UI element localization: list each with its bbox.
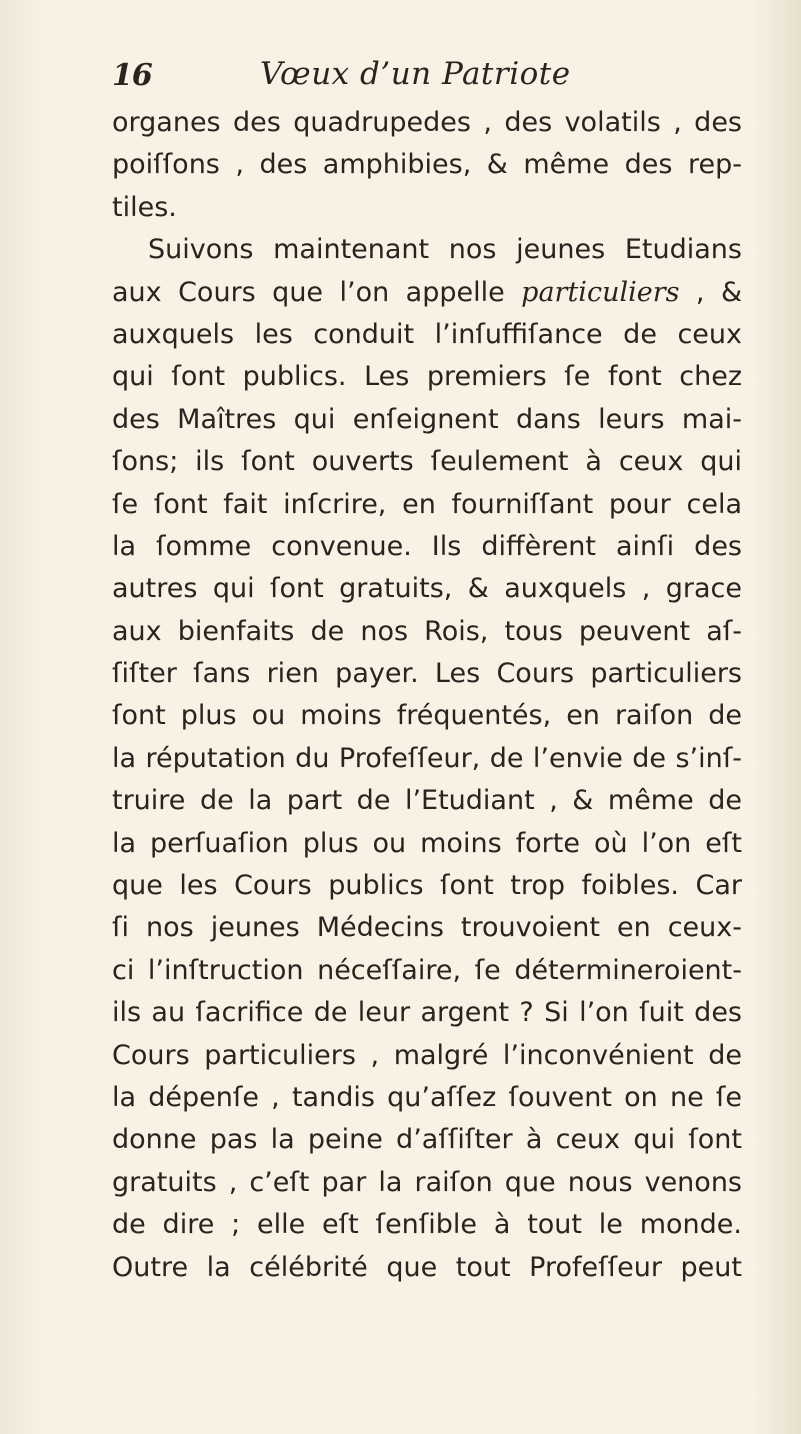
text-line: Outre la célébrité que tout Profeſſeur peut [112, 1251, 742, 1283]
text-line: la dépenſe , tandis qu’aſſez ſouvent on ne ſe [112, 1081, 742, 1113]
page-header [112, 54, 712, 94]
text-line: organes des quadrupedes , des volatils , des [112, 107, 742, 138]
text-line: qui ſont publics. Les premiers ſe font chez [112, 361, 742, 393]
body-text [112, 102, 742, 1289]
text-line: auxquels les conduit l’inſuffiſance de ceux [112, 318, 742, 350]
text-line: poiſſons , des amphibies, & même des rep- [112, 149, 742, 181]
text-line: ſont plus ou moins fréquentés, en raiſon de [112, 700, 742, 732]
text-line: que les Cours publics ſont trop foibles. Car [112, 870, 742, 902]
text-line: la perſuaſion plus ou moins forte où l’on eſt [112, 827, 742, 859]
text-fragment: , & [679, 276, 743, 308]
paragraph-start-line: Suivons maintenant nos jeunes Etudians [148, 234, 742, 266]
text-line: des Maîtres qui enſeignent dans leurs mai- [112, 403, 742, 435]
text-line: ſi nos jeunes Médecins trouvoient en ceux- [112, 912, 742, 944]
text-line: gratuits , c’eſt par la raiſon que nous venons [112, 1166, 742, 1198]
running-head: Vœux d’un Patriote [260, 56, 571, 92]
text-line: Cours particuliers , malgré l’inconvénient de [112, 1039, 742, 1071]
text-fragment: aux Cours que l’on appelle [112, 276, 522, 308]
text-line [112, 272, 742, 314]
text-line: de dire ; elle eſt ſenſible à tout le monde. [112, 1209, 742, 1241]
text-line: ſons; ils ſont ouverts ſeulement à ceux qui [112, 446, 742, 478]
text-line: ſiſter ſans rien payer. Les Cours particuliers [112, 658, 742, 690]
text-line: truire de la part de l’Etudiant , & même de [112, 785, 742, 817]
text-line: ſe ſont fait inſcrire, en fourniſſant pour cela [112, 488, 742, 520]
text-line: aux bienfaits de nos Rois, tous peuvent aſ- [112, 615, 742, 647]
text-line: autres qui ſont gratuits, & auxquels , grace [112, 573, 742, 605]
text-line: la ſomme convenue. Ils diffèrent ainſi des [112, 530, 742, 562]
text-line: ils au ſacrifice de leur argent ? Si l’on ſuit des [112, 997, 742, 1029]
italic-term: particuliers [521, 276, 680, 308]
text-line: la réputation du Profeſſeur, de l’envie de s’inſ- [112, 742, 742, 774]
text-line: ci l’inſtruction néceſſaire, ſe détermineroient- [112, 954, 742, 986]
page-number: 16 [112, 58, 152, 93]
text-line: tiles. [112, 191, 177, 223]
text-line: donne pas la peine d’aſſiſter à ceux qui ſont [112, 1124, 742, 1156]
